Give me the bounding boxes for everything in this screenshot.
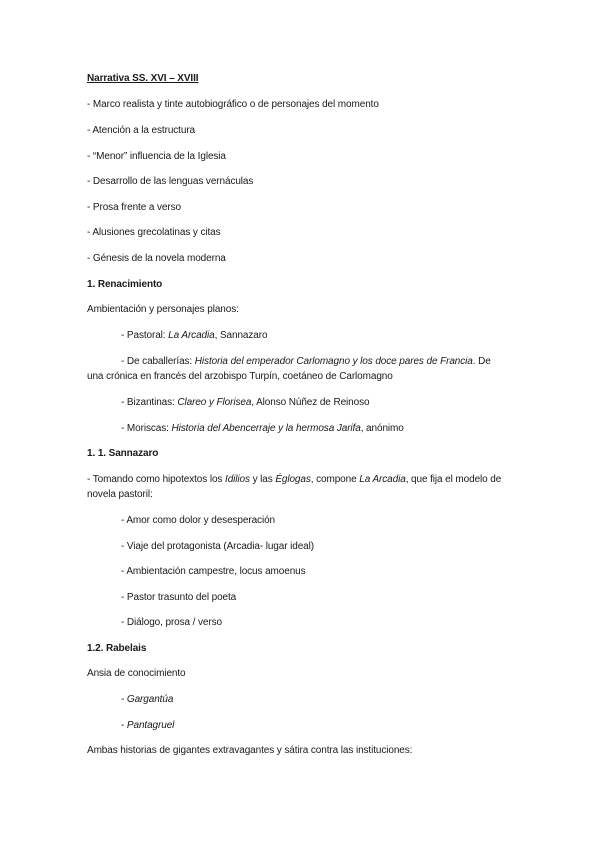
work-title: Clareo y Florisea — [177, 397, 252, 408]
work-title: La Arcadia — [168, 330, 215, 341]
intro-item: - Marco realista y tinte autobiográfico o de personajes del momento — [87, 99, 379, 110]
genre-item-moriscas — [121, 422, 404, 435]
sannazaro-item: - Ambientación campestre, locus amoenus — [121, 566, 306, 577]
rabelais-work: - Pantagruel — [121, 720, 175, 731]
renacimiento-intro: Ambientación y personajes planos: — [87, 304, 239, 315]
genre-item-caballerias — [121, 355, 491, 368]
text-run: , que fija el modelo de — [405, 474, 502, 485]
work-title: Pantagruel — [126, 720, 175, 731]
genre-item-pastoral — [121, 329, 267, 342]
work-title: Idilios — [225, 474, 250, 485]
intro-item: - Alusiones grecolatinas y citas — [87, 227, 221, 238]
sannazaro-item: - Pastor trasunto del poeta — [121, 592, 237, 603]
sannazaro-item: - Amor como dolor y desesperación — [121, 515, 275, 526]
intro-item: - “Menor” influencia de la Iglesia — [87, 151, 226, 162]
sannazaro-continuation: novela pastoril: — [87, 489, 153, 500]
genre-label: - De caballerías: — [121, 356, 195, 367]
genre-item-bizantinas — [121, 396, 369, 409]
sannazaro-item: - Viaje del protagonista (Arcadia- lugar ideal) — [121, 541, 315, 552]
caballerias-continuation: una crónica en francés del arzobispo Turpín, coetáneo de Carlomagno — [87, 371, 393, 382]
work-title: Historia del Abencerraje y la hermosa Jarifa — [171, 423, 361, 434]
text-run: - Tomando como hipotextos los — [87, 474, 226, 485]
document-title: Narrativa SS. XVI – XVIII — [87, 73, 199, 84]
work-title: La Arcadia — [359, 474, 406, 485]
section-heading-rabelais: 1.2. Rabelais — [87, 643, 147, 654]
work-title: Églogas — [275, 474, 311, 485]
genre-label: - Pastoral: — [121, 330, 169, 341]
work-title: Gargantúa — [126, 694, 174, 705]
section-heading-renacimiento: 1. Renacimiento — [87, 279, 163, 290]
genre-rest: , anónimo — [360, 423, 404, 434]
text-run: y las — [249, 474, 276, 485]
rabelais-work: - Gargantúa — [121, 694, 174, 705]
work-title: Historia del emperador Carlomagno y los doce pares de Francia — [194, 356, 473, 367]
sannazaro-paragraph — [87, 473, 501, 486]
intro-item: - Prosa frente a verso — [87, 202, 181, 213]
genre-rest: . De — [472, 356, 491, 367]
intro-item: - Atención a la estructura — [87, 125, 196, 136]
intro-item: - Génesis de la novela moderna — [87, 253, 226, 264]
rabelais-intro: Ansia de conocimiento — [87, 668, 186, 679]
genre-rest: , Alonso Núñez de Reinoso — [251, 397, 370, 408]
genre-label: - Moriscas: — [121, 423, 172, 434]
sannazaro-item: - Diálogo, prosa / verso — [121, 617, 222, 628]
genre-label: - Bizantinas: — [121, 397, 178, 408]
rabelais-closing: Ambas historias de gigantes extravagantes y sátira contra las instituciones: — [87, 745, 413, 756]
text-run: , compone — [310, 474, 360, 485]
intro-item: - Desarrollo de las lenguas vernáculas — [87, 176, 254, 187]
genre-rest: , Sannazaro — [214, 330, 268, 341]
section-heading-sannazaro: 1. 1. Sannazaro — [87, 448, 159, 459]
